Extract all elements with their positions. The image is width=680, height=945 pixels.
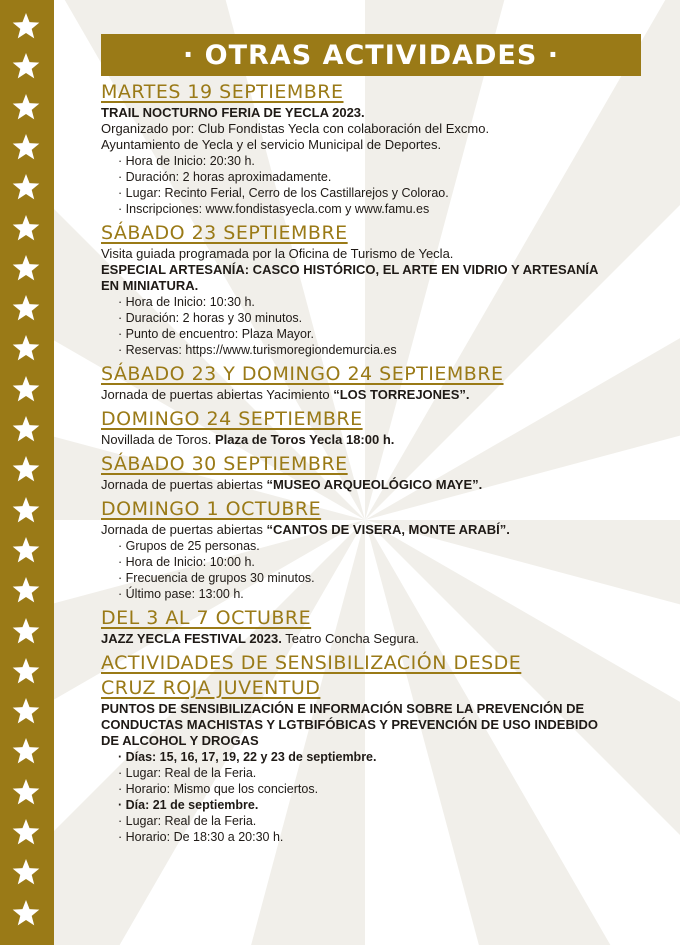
event-highlight: “CANTOS DE VISERA, MONTE ARABÍ”. <box>266 522 510 537</box>
star-icon <box>11 576 41 606</box>
page-title: OTRAS ACTIVIDADES <box>204 39 538 71</box>
event-description <box>101 432 641 448</box>
list-item: · Último pase: 13:00 h. <box>118 586 641 602</box>
section-heading: SÁBADO 23 SEPTIEMBRE <box>101 222 348 244</box>
event-highlight: JAZZ YECLA FESTIVAL 2023. <box>101 631 282 646</box>
star-icon <box>11 536 41 566</box>
star-icon <box>11 254 41 284</box>
section-sabado-23 <box>101 221 641 358</box>
list-item: · Días: 15, 16, 17, 19, 22 y 23 de septiembre. <box>118 749 641 765</box>
detail-list <box>101 153 641 217</box>
event-text: Jornada de puertas abiertas <box>101 477 267 492</box>
star-icon <box>11 375 41 405</box>
list-item: · Lugar: Real de la Feria. <box>118 765 641 781</box>
section-heading: ACTIVIDADES DE SENSIBILIZACIÓN DESDE <box>101 652 522 674</box>
event-title: TRAIL NOCTURNO FERIA DE YECLA 2023. <box>101 105 365 120</box>
star-icon <box>11 496 41 526</box>
event-description <box>101 387 641 403</box>
star-icon <box>11 415 41 445</box>
list-item: · Lugar: Recinto Ferial, Cerro de los Castillarejos y Colorao. <box>118 185 641 201</box>
star-icon <box>11 617 41 647</box>
banner-dot: · <box>183 39 205 71</box>
detail-list <box>101 294 641 358</box>
event-title: PUNTOS DE SENSIBILIZACIÓN E INFORMACIÓN SOBRE LA PREVENCIÓN DE <box>101 701 585 716</box>
section-heading: CRUZ ROJA JUVENTUD <box>101 677 321 699</box>
star-icon <box>11 93 41 123</box>
event-text: Jornada de puertas abiertas Yacimiento <box>101 387 334 402</box>
star-icon <box>11 899 41 929</box>
event-description: Visita guiada programada por la Oficina de Turismo de Yecla. <box>101 246 454 261</box>
list-item: · Hora de Inicio: 10:00 h. <box>118 554 641 570</box>
section-sabado-30 <box>101 452 641 493</box>
list-item: · Reservas: https://www.turismoregiondemurcia.es <box>118 342 641 358</box>
event-description: Organizado por: Club Fondistas Yecla con colaboración del Excmo. <box>101 121 490 136</box>
section-heading: MARTES 19 SEPTIEMBRE <box>101 81 344 103</box>
star-icon <box>11 294 41 324</box>
list-item: · Hora de Inicio: 20:30 h. <box>118 153 641 169</box>
event-text: Novillada de Toros. <box>101 432 215 447</box>
title-banner <box>101 34 641 76</box>
section-heading: SÁBADO 30 SEPTIEMBRE <box>101 453 348 475</box>
list-item: · Lugar: Real de la Feria. <box>118 813 641 829</box>
section-jazz-festival <box>101 606 641 647</box>
event-title: DE ALCOHOL Y DROGAS <box>101 733 259 748</box>
list-item: · Inscripciones: www.fondistasyecla.com y www.famu.es <box>118 201 641 217</box>
detail-list <box>101 538 641 602</box>
event-title: CONDUCTAS MACHISTAS Y LGTBIFÓBICAS Y PREVENCIÓN DE USO INDEBIDO <box>101 717 598 732</box>
event-highlight: “LOS TORREJONES”. <box>333 387 470 402</box>
section-cruz-roja <box>101 651 641 845</box>
section-heading: DOMINGO 1 OCTUBRE <box>101 498 322 520</box>
star-icon <box>11 858 41 888</box>
event-description: Ayuntamiento de Yecla y el servicio Municipal de Deportes. <box>101 137 442 152</box>
star-icon <box>11 334 41 364</box>
event-highlight: “MUSEO ARQUEOLÓGICO MAYE”. <box>266 477 483 492</box>
section-domingo-24 <box>101 407 641 448</box>
list-item: · Duración: 2 horas aproximadamente. <box>118 169 641 185</box>
list-item: · Horario: Mismo que los conciertos. <box>118 781 641 797</box>
star-icon <box>11 778 41 808</box>
list-item: · Hora de Inicio: 10:30 h. <box>118 294 641 310</box>
star-icon <box>11 52 41 82</box>
list-item: · Horario: De 18:30 a 20:30 h. <box>118 829 641 845</box>
list-item: · Frecuencia de grupos 30 minutos. <box>118 570 641 586</box>
event-text: Jornada de puertas abiertas <box>101 522 267 537</box>
list-item: · Punto de encuentro: Plaza Mayor. <box>118 326 641 342</box>
star-sidebar <box>0 0 54 945</box>
event-description <box>101 522 641 538</box>
star-icon <box>11 657 41 687</box>
star-icon <box>11 214 41 244</box>
list-item: · Grupos de 25 personas. <box>118 538 641 554</box>
event-highlight: Plaza de Toros Yecla 18:00 h. <box>214 432 395 447</box>
star-icon <box>11 173 41 203</box>
event-description <box>101 477 641 493</box>
event-title: EN MINIATURA. <box>101 278 199 293</box>
event-title: ESPECIAL ARTESANÍA: CASCO HISTÓRICO, EL ARTE EN VIDRIO Y ARTESANÍA <box>101 262 599 277</box>
star-icon <box>11 455 41 485</box>
section-sabado-23-domingo-24 <box>101 362 641 403</box>
star-icon <box>11 12 41 42</box>
section-heading: DOMINGO 24 SEPTIEMBRE <box>101 408 363 430</box>
star-icon <box>11 818 41 848</box>
star-icon <box>11 697 41 727</box>
detail-list <box>101 749 641 845</box>
event-text: Teatro Concha Segura. <box>281 631 419 646</box>
list-item: · Día: 21 de septiembre. <box>118 797 641 813</box>
section-domingo-1 <box>101 497 641 602</box>
event-description <box>101 631 641 647</box>
star-icon <box>11 133 41 163</box>
section-heading: DEL 3 AL 7 OCTUBRE <box>101 607 312 629</box>
section-martes-19 <box>101 80 641 217</box>
activities-content <box>101 34 641 845</box>
banner-dot: · <box>537 39 559 71</box>
section-heading: SÁBADO 23 Y DOMINGO 24 SEPTIEMBRE <box>101 363 504 385</box>
star-icon <box>11 737 41 767</box>
list-item: · Duración: 2 horas y 30 minutos. <box>118 310 641 326</box>
